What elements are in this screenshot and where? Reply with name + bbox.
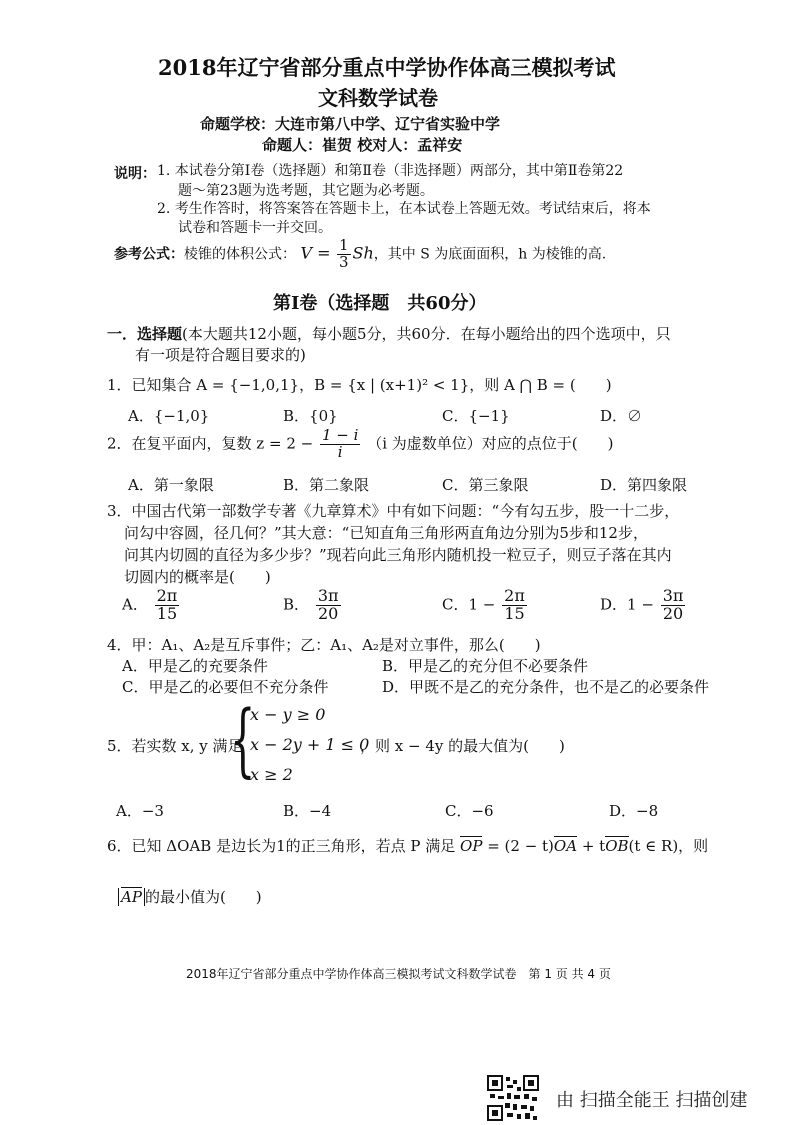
q3-b-den: 20	[317, 603, 339, 623]
instruction-2-line-2: 试卷和答题卡一并交回。	[178, 220, 332, 236]
part-label: 一．选择题	[107, 325, 183, 343]
author-line: 命题人：崔贺 校对人：孟祥安	[262, 136, 463, 154]
q3-b-num: 3π	[317, 586, 339, 605]
q5-condition-2: x − 2y + 1 ≤ 0	[250, 735, 370, 754]
q3-d-label: D．1 −	[600, 595, 654, 614]
q3-c-den: 15	[504, 603, 525, 623]
formula-text-before: 棱锥的体积公式：	[184, 246, 296, 263]
q6-mid-2: + t	[577, 837, 606, 855]
instruction-1-line-1: 1. 本试卷分第Ⅰ卷（选择题）和第Ⅱ卷（非选择题）两部分，其中第Ⅱ卷第22	[157, 163, 624, 179]
q5-condition-1: x − y ≥ 0	[250, 705, 326, 724]
q4-option-c: C．甲是乙的必要但不充分条件	[122, 678, 329, 696]
reference-formula	[114, 238, 606, 271]
q3-a-den: 15	[156, 603, 178, 623]
q3-option-d	[600, 588, 687, 623]
formula-fraction	[337, 238, 351, 271]
q2-frac-den: i	[337, 442, 343, 461]
q4-option-d: D．甲既不是乙的充分条件，也不是乙的必要条件	[382, 678, 710, 696]
q6-line-2-after: 的最小值为( )	[144, 888, 262, 906]
q2-stem	[107, 428, 614, 461]
q3-d-fraction	[661, 588, 686, 623]
q4-option-a: A．甲是乙的充要条件	[122, 657, 268, 675]
q1-option-d: D．∅	[600, 407, 643, 425]
q1-option-c: C．{−1}	[442, 407, 510, 425]
q5-option-d: D．−8	[609, 802, 659, 820]
q2-option-b: B．第二象限	[283, 476, 370, 494]
q3-option-b	[283, 588, 343, 623]
q5-brace: {	[230, 693, 256, 786]
q6-stem-end: (t ∈ R)，则	[628, 837, 709, 855]
formula-label: 参考公式：	[114, 246, 184, 263]
q5-condition-3: x ≥ 2	[250, 765, 293, 784]
q1-option-a: A．{−1,0}	[128, 407, 210, 425]
q3-line-2: 问勾中容圆，径几何？”其大意：“已知直角三角形两直角边分别为5步和12步，	[124, 524, 648, 542]
q3-line-4: 切圆内的概率是( )	[124, 568, 271, 586]
q1-stem: 1．已知集合 A = {−1,0,1}，B = {x | (x+1)² < 1}，则 A ⋂ B = ( )	[107, 376, 612, 394]
q2-option-d: D．第四象限	[600, 476, 688, 494]
q2-stem-before: 2．在复平面内，复数 z = 2 −	[107, 434, 314, 453]
q5-option-b: B．−4	[283, 802, 332, 820]
instruction-2-line-1: 2. 考生作答时，将答案答在答题卡上，在本试卷上答题无效。考试结束后，将本	[157, 201, 651, 217]
q3-option-c	[442, 588, 529, 623]
q6-vector-op: OP	[460, 837, 483, 855]
q3-a-num: 2π	[156, 586, 178, 605]
formula-text-after: ，其中 S 为底面面积，h 为棱锥的高.	[373, 246, 607, 263]
scanner-signature: 由 扫描全能王 扫描创建	[556, 1090, 748, 1111]
q3-a-fraction	[155, 588, 180, 623]
q6-stem	[107, 835, 708, 856]
q2-option-a: A．第一象限	[128, 476, 214, 494]
q1-option-b: B．{0}	[283, 407, 338, 425]
q3-line-1: 3．中国古代第一部数学专著《九章算术》中有如下问题：“今有勾五步，股一十二步，	[107, 502, 680, 520]
qr-code-icon	[487, 1075, 539, 1121]
q2-frac-num: 1 − i	[321, 426, 359, 444]
q3-c-label: C．1 −	[442, 595, 496, 614]
q6-vector-ob: OB	[605, 837, 629, 855]
q3-b-label: B．	[283, 595, 310, 614]
q3-c-num: 2π	[504, 586, 525, 605]
q3-option-a	[122, 588, 181, 623]
q3-line-3: 问其内切圆的直径为多少步？”现若向此三角形内随机投一粒豆子，则豆子落在其内	[124, 546, 672, 564]
part-heading	[107, 323, 671, 344]
page-footer: 2018年辽宁省部分重点中学协作体高三模拟考试文科数学试卷 第 1 页 共 4 页	[186, 967, 611, 981]
setting-school: 命题学校：大连市第八中学、辽宁省实验中学	[200, 115, 501, 133]
part-desc-line-2: 有一项是符合题目要求的)	[135, 346, 306, 364]
q5-option-c: C．−6	[445, 802, 494, 820]
q6-vector-ap: AP	[121, 888, 142, 906]
q4-stem: 4．甲：A₁、A₂是互斥事件；乙：A₁、A₂是对立事件，那么( )	[107, 636, 541, 654]
q5-stem-before: 5．若实数 x, y 满足	[107, 737, 243, 755]
q5-stem-after: ，则 x − 4y 的最大值为( )	[360, 737, 565, 755]
q3-d-den: 20	[662, 603, 684, 623]
q6-vector-oa: OA	[553, 837, 578, 855]
q2-option-c: C．第三象限	[442, 476, 529, 494]
instruction-1-line-2: 题～第23题为选考题，其它题为必考题。	[178, 183, 434, 199]
q4-option-b: B．甲是乙的充分但不必要条件	[382, 657, 589, 675]
q6-stem-before: 6．已知 ΔOAB 是边长为1的正三角形，若点 P 满足	[107, 837, 456, 855]
q3-a-label: A．	[122, 595, 148, 614]
q5-option-a: A．−3	[116, 802, 164, 820]
instructions-label: 说明：	[114, 166, 156, 182]
q3-c-fraction	[502, 588, 527, 623]
section-title: 第Ⅰ卷（选择题 共60分）	[273, 293, 487, 314]
part-desc-line-1: (本大题共12小题，每小题5分，共60分．在每小题给出的四个选项中，只	[182, 325, 671, 343]
q2-fraction	[320, 428, 360, 461]
q6-line-2	[118, 886, 262, 907]
qr-code	[487, 1075, 539, 1121]
q3-d-num: 3π	[662, 586, 684, 605]
q6-abs-ap	[118, 888, 145, 906]
exam-subtitle: 文科数学试卷	[318, 86, 438, 110]
q3-b-fraction	[316, 588, 341, 623]
q6-mid-1: = (2 − t)	[482, 837, 554, 855]
exam-title: 2018年辽宁省部分重点中学协作体高三模拟考试	[158, 55, 616, 80]
q2-stem-after: （i 为虚数单位）对应的点位于( )	[367, 434, 614, 453]
formula-v: V =	[300, 243, 331, 263]
formula-den: 3	[338, 252, 349, 271]
formula-num: 1	[338, 236, 349, 254]
formula-sh: Sh	[352, 243, 374, 263]
